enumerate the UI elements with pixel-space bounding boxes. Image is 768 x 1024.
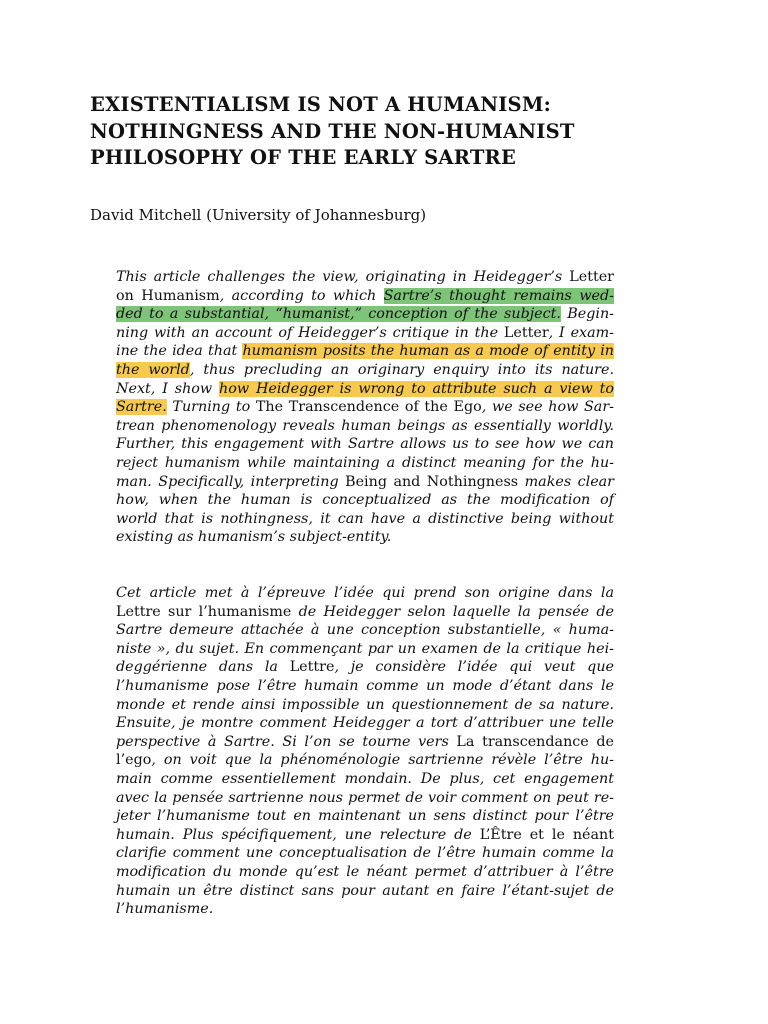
book-title: L’Être et le néant [479,826,614,843]
text-run: This article challenges the view, originating in Heidegger’s [116,269,570,285]
abstract-line: main comme essentiellement mondain. De plus, cet engagement [116,770,614,787]
text-run: Next, I show [116,380,220,397]
title-line: EXISTENTIALISM IS NOT A HUMANISM: [90,93,552,116]
book-title: Letter [569,269,614,285]
title-line: PHILOSOPHY OF THE EARLY SARTRE [90,146,517,169]
abstract-line: jeter l’humanisme tout en maintenant un sens distinct pour l’être [116,808,614,825]
text-run: perspective à Sartre. Si l’on se tourne vers [116,733,457,750]
abstract-line: trean phenomenology reveals human beings as essentially worldly. [116,417,614,434]
book-title: Lettre sur l’humanisme [116,603,292,620]
abstract-line [116,473,614,492]
book-title: on Humanism [116,287,220,304]
abstract-line [116,342,614,361]
green-highlight: Sartre’s thought remains wed- [383,287,614,304]
book-title: The Transcendence of the Ego [255,399,482,416]
text-run: man. Specifically, interpreting [116,473,346,490]
text-run: ning with an account of Heidegger’s critique in the [116,324,504,341]
text-run: deggérienne dans la [116,659,290,676]
text-run: humain. Plus spécifiquement, une relecture de [116,826,480,843]
abstract-line: modification du monde qu’est le néant permet d’attribuer à l’être [116,863,614,880]
abstract-line: l’humanisme pose l’être humain comme un mode d’étant dans le [116,677,614,694]
book-title: Letter [503,324,549,341]
book-title: La transcendance de [456,733,614,750]
yellow-highlight: how Heidegger is wrong to attribute such a view to [219,380,614,397]
abstract-line [116,324,614,343]
yellow-highlight: humanism posits the human as a mode of entity in [242,343,615,360]
abstract-line [116,603,614,622]
yellow-highlight: the world [116,361,190,378]
text-run: , je considère l’idée qui veut que [334,659,614,676]
article-title [90,92,690,172]
abstract-line [116,398,614,417]
abstract-line: world that is nothingness, it can have a distinctive being without [116,510,614,527]
abstract-line: Ensuite, je montre comment Heidegger a tort d’attribuer une telle [116,715,614,732]
abstract-english [116,268,614,547]
abstract-line: Sartre demeure attachée à une conception substantielle, « huma- [116,622,614,639]
abstract-line: monde et rende ainsi impossible un questionnement de sa nature. [116,696,614,713]
book-title: l’ego [116,752,152,769]
text-run: , on voit que la phénoménologie sartrienne révèle l’être hu- [151,752,614,769]
text-run: ine the idea that [116,343,243,360]
yellow-highlight: Sartre. [116,399,167,416]
abstract-line [116,826,614,845]
abstract-line: niste », du sujet. En commençant par un examen de la critique hei- [116,640,614,657]
text-run: de Heidegger selon laquelle la pensée de [291,603,614,620]
abstract-line: clarifie comment une conceptualisation de l’être humain comme la [116,845,614,862]
abstract-line [116,287,614,306]
abstract-line [116,268,614,287]
abstract-line [116,751,614,770]
abstract-line [116,305,614,324]
green-highlight: ded to a substantial, “humanist,” conception of the subject. [116,306,561,323]
text-run: , we see how Sar- [481,399,615,416]
abstract-line: humain un être distinct sans pour autant en faire l’étant-sujet de [116,882,614,899]
abstract-line: avec la pensée sartrienne nous permet de voir comment on peut re- [116,789,614,806]
abstract-line: reject humanism while maintaining a distinct meaning for the hu- [116,454,614,471]
abstract-line: l’humanisme. [116,901,214,918]
author-affiliation: David Mitchell (University of Johannesburg) [90,206,427,224]
text-run: Begin- [560,306,615,323]
text-run: , thus precluding an originary enquiry into its nature. [189,361,614,378]
text-run: Turning to [166,399,256,416]
title-line: NOTHINGNESS AND THE NON-HUMANIST [90,119,575,143]
abstract-french [116,584,614,919]
abstract-line [116,361,614,380]
text-run: makes clear [518,473,615,490]
text-run: , according to which [219,287,384,304]
abstract-line [116,658,614,677]
abstract-line [116,380,614,399]
abstract-line: how, when the human is conceptualized as the modification of [116,492,614,509]
abstract-line: existing as humanism’s subject-entity. [116,529,392,546]
abstract-line: Cet article met à l’épreuve l’idée qui prend son origine dans la [116,585,614,601]
abstract-line: Further, this engagement with Sartre allows us to see how we can [116,436,614,453]
book-title: Being and Nothingness [345,473,519,490]
book-title: Lettre [289,659,335,676]
text-run: , I exam- [548,324,614,341]
abstract-line [116,733,614,752]
